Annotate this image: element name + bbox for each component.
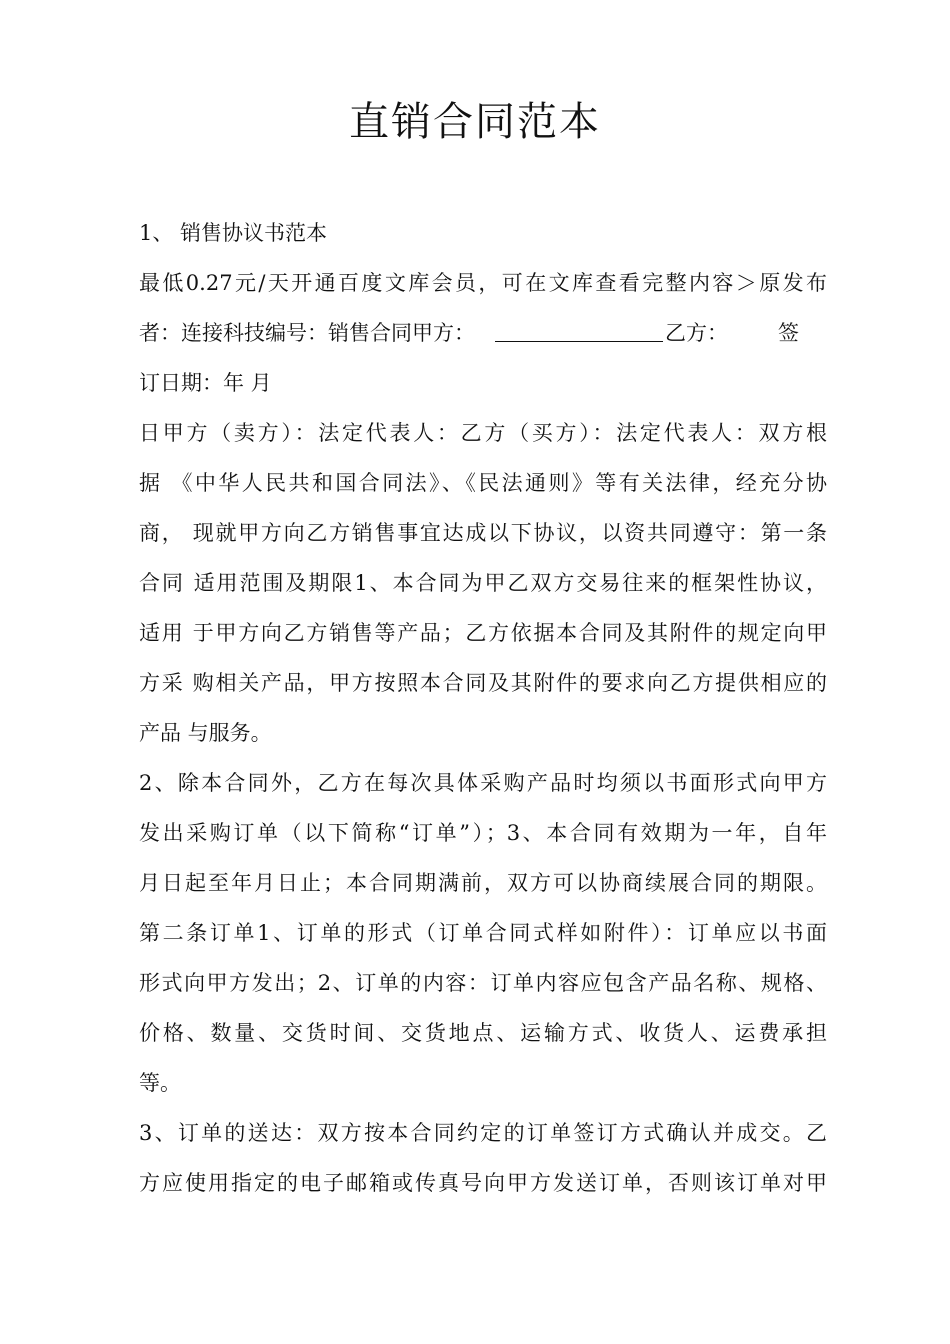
- document-body: [139, 208, 827, 1208]
- text-line: 价格、数量、交货时间、交货地点、运输方式、收货人、运费承担: [139, 1021, 827, 1045]
- text-segment: 者：连接科技编号：销售合同甲方：: [139, 321, 475, 345]
- text-line: 日甲方（卖方）：法定代表人：乙方（买方）：法定代表人：双方根: [139, 421, 827, 445]
- text-line: 3、订单的送达：双方按本合同约定的订单签订方式确认并成交。乙: [139, 1121, 827, 1145]
- text-line: 形式向甲方发出；2、订单的内容：订单内容应包含产品名称、规格、: [139, 971, 827, 995]
- text-line: 商， 现就甲方向乙方销售事宜达成以下协议，以资共同遵守：第一条: [139, 521, 827, 545]
- fill-in-blank: [495, 321, 663, 342]
- text-line: 订日期：年 月: [139, 371, 272, 395]
- text-line: 据 《中华人民共和国合同法》、《民法通则》等有关法律，经充分协: [139, 471, 827, 495]
- text-line: 方采 购相关产品，甲方按照本合同及其附件的要求向乙方提供相应的: [139, 671, 827, 695]
- text-line: 1、 销售协议书范本: [139, 221, 328, 245]
- text-line: 方应使用指定的电子邮箱或传真号向甲方发送订单，否则该订单对甲: [139, 1171, 827, 1195]
- text-line: 等。: [139, 1071, 181, 1095]
- text-line: 合同 适用范围及期限1、本合同为甲乙双方交易往来的框架性协议，: [139, 571, 827, 595]
- text-line: 发出采购订单（以下简称“订单”）；3、本合同有效期为一年，自年: [139, 821, 827, 845]
- text-line: 2、除本合同外，乙方在每次具体采购产品时均须以书面形式向甲方: [139, 771, 827, 795]
- text-line: 适用 于甲方向乙方销售等产品；乙方依据本合同及其附件的规定向甲: [139, 621, 827, 645]
- document-title: 直销合同范本: [349, 99, 601, 145]
- text-line: 最低0.27元/天开通百度文库会员，可在文库查看完整内容＞原发布: [139, 271, 827, 295]
- text-segment: 乙方：: [665, 321, 728, 345]
- text-line-with-blank: [139, 308, 827, 358]
- text-segment: 签: [778, 321, 799, 345]
- text-line: 月日起至年月日止；本合同期满前，双方可以协商续展合同的期限。: [139, 871, 827, 895]
- text-line: 第二条订单1、订单的形式（订单合同式样如附件）：订单应以书面: [139, 921, 827, 945]
- text-line: 产品 与服务。: [139, 721, 272, 745]
